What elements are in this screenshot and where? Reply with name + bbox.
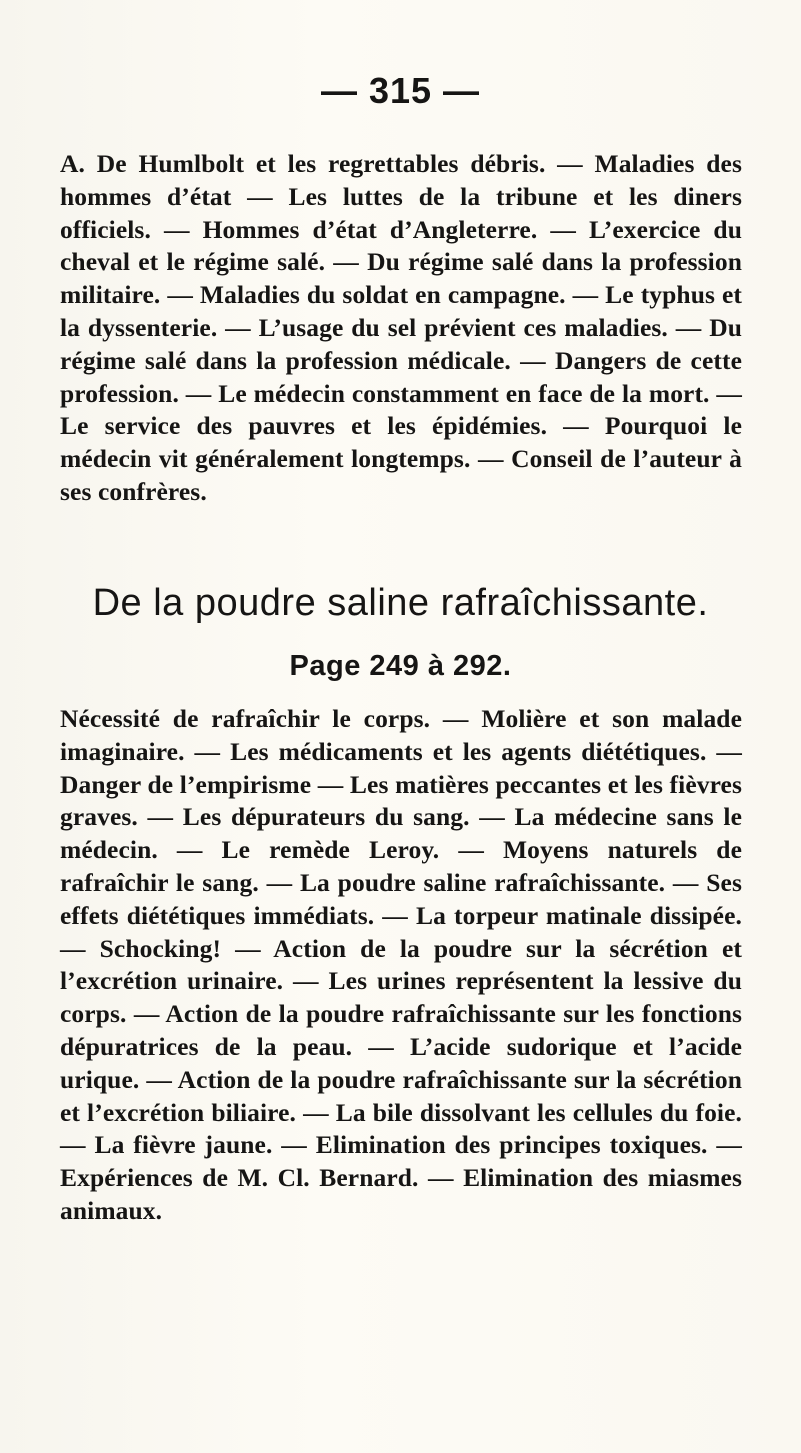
section-title: De la poudre saline rafraîchissante.	[92, 582, 709, 624]
section-summary-text: Nécessité de rafraîchir le corps. — Molière et son malade imaginaire. — Les médicaments et les agents diététiques. — Danger de l’empirisme — Les matières peccantes et les fièvres graves. — Les dépurateurs du sang. — La médecine sans le médecin. — Le remède Leroy. — Moyens naturels de rafraîchir le sang. — La poudre saline rafraîchissante. — Ses effets diététiques immédiats. — La torpeur matinale dissipée. — Schocking! — Action de la poudre sur la sécrétion et l’excrétion urinaire. — Les urines représentent la lessive du corps. — Action de la poudre rafraîchissante sur les fonctions dépuratrices de la peau. — L’acide sudorique et l’acide urique. — Action de la poudre rafraîchissante sur la sécrétion et l’excrétion biliaire. — La bile dissolvant les cellules du foie. — La fièvre jaune. — Elimination des principes toxiques. — Expériences de M. Cl. Bernard. — Elimination des miasmes animaux.	[60, 704, 742, 1225]
section-page-range: Page 249 à 292.	[289, 650, 512, 682]
page-number: — 315 —	[320, 70, 481, 111]
chapter-summary-continued	[60, 148, 742, 509]
section-summary	[60, 703, 742, 1228]
chapter-summary-text: A. De Humlbolt et les regrettables débris. — Maladies des hommes d’état — Les luttes de la tribune et les diners officiels. — Hommes d’état d’Angleterre. — L’exercice du cheval et le régime salé. — Du régime salé dans la profession militaire. — Maladies du soldat en campagne. — Le typhus et la dyssenterie. — L’usage du sel prévient ces maladies. — Du régime salé dans la profession médicale. — Dangers de cette profession. — Le médecin constamment en face de la mort. — Le service des pauvres et les épidémies. — Pourquoi le médecin vit généralement longtemps. — Conseil de l’auteur à ses confrères.	[60, 149, 742, 506]
